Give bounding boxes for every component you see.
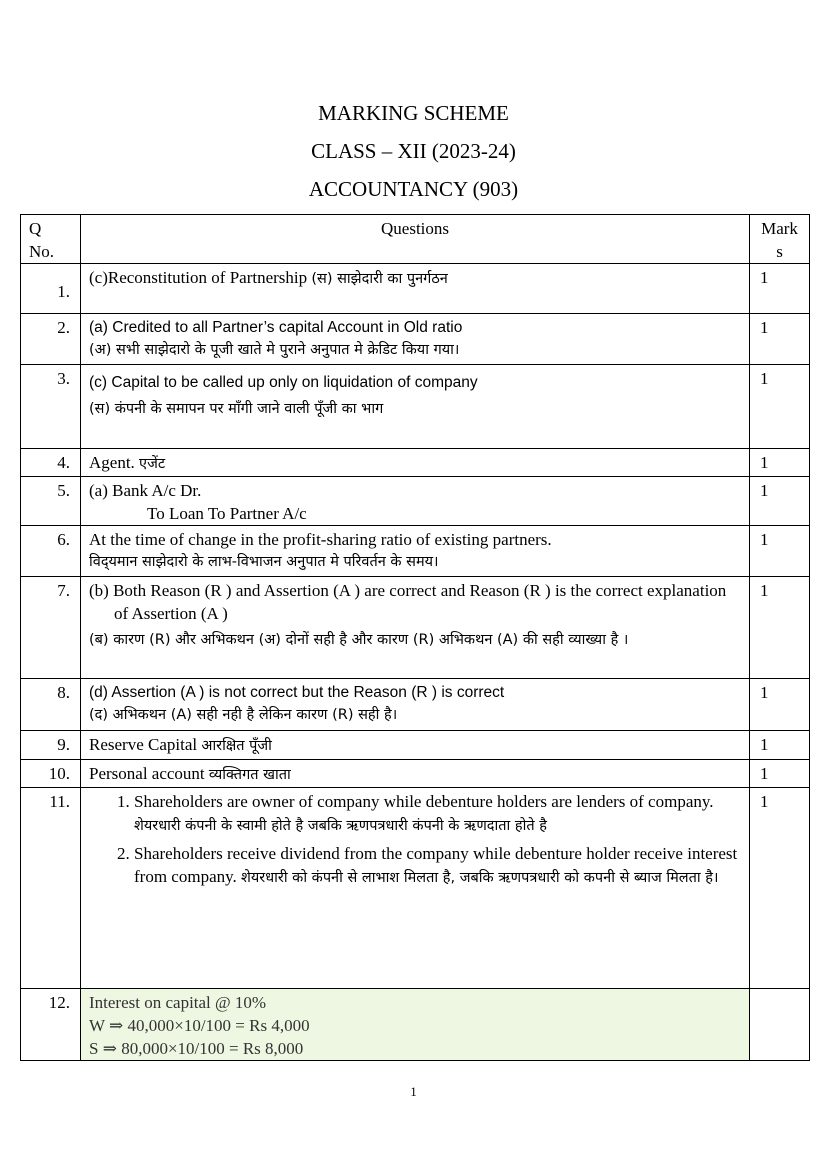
question-number: 2.: [21, 314, 81, 365]
page-number: 1: [410, 1084, 417, 1099]
question-number: 3.: [21, 365, 81, 449]
title-marking-scheme: MARKING SCHEME: [318, 101, 509, 125]
marks-cell: 1: [750, 577, 810, 679]
question-number: 1.: [21, 264, 81, 314]
answer-cell: (b) Both Reason (R ) and Assertion (A ) are correct and Reason (R ) is the correct explanation of Assertion (A ) (ब) कारण (R) और अभिकथन (अ) दोनों सही है और कारण (R) अभिकथन (A) की सही व्याख्या है ।: [81, 577, 750, 679]
table-row: [21, 314, 810, 365]
marks-cell: 1: [750, 314, 810, 365]
table-row: [21, 526, 810, 577]
table-row: [21, 577, 810, 679]
answer-cell: Reserve Capital आरक्षित पूँजी: [81, 731, 750, 760]
table-row: [21, 788, 810, 989]
marks-cell: 1: [750, 365, 810, 449]
answer-cell: (c) Capital to be called up only on liquidation of company (स) कंपनी के समापन पर माँगी जाने वाली पूँजी का भाग: [81, 365, 750, 449]
answer-list: [89, 790, 743, 890]
question-number: 12.: [21, 989, 81, 1061]
question-number: 7.: [21, 577, 81, 679]
marks-cell: 1: [750, 264, 810, 314]
marks-cell: 1: [750, 449, 810, 477]
question-number: 9.: [21, 731, 81, 760]
question-number: 10.: [21, 760, 81, 788]
table-row: [21, 449, 810, 477]
marks-cell: 1: [750, 760, 810, 788]
answer-cell: Personal account व्यक्तिगत खाता: [81, 760, 750, 788]
marks-cell: 1: [750, 477, 810, 526]
question-number: 11.: [21, 788, 81, 989]
table-row: [21, 731, 810, 760]
table-row: [21, 264, 810, 314]
table-row: [21, 365, 810, 449]
question-number: 4.: [21, 449, 81, 477]
document-header: [0, 100, 827, 214]
marks-cell: 1: [750, 679, 810, 731]
marking-scheme-table: [20, 214, 810, 1061]
marks-cell: [750, 989, 810, 1061]
answer-cell: (a) Credited to all Partner’s capital Account in Old ratio (अ) सभी साझेदारो के पूजी खाते मे पुराने अनुपात मे क्रेडिट किया गया।: [81, 314, 750, 365]
answer-cell: Interest on capital @ 10% W ⇒ 40,000×10/100 = Rs 4,000 S ⇒ 80,000×10/100 = Rs 8,000: [81, 989, 750, 1061]
title-subject: ACCOUNTANCY (903): [308, 177, 519, 201]
answer-cell: (c)Reconstitution of Partnership (स) साझेदारी का पुनर्गठन: [81, 264, 750, 314]
header-questions: Questions: [81, 215, 750, 264]
question-number: 6.: [21, 526, 81, 577]
marks-cell: 1: [750, 526, 810, 577]
question-number: 8.: [21, 679, 81, 731]
answer-cell: (a) Bank A/c Dr. To Loan To Partner A/c: [81, 477, 750, 526]
header-marks: Mark s: [750, 215, 810, 264]
list-item: 2. Shareholders receive dividend from the company while debenture holder receive interest from company. शेयरधारी को कंपनी से लाभाश मिलता है, जबकि ऋणपत्रधारी को कपनी से ब्याज मिलता है।: [134, 842, 743, 890]
header-qno: Q No.: [21, 215, 81, 264]
marks-cell: 1: [750, 788, 810, 989]
answer-cell: (d) Assertion (A ) is not correct but the Reason (R ) is correct (द) अभिकथन (A) सही नही है लेकिन कारण (R) सही है।: [81, 679, 750, 731]
table-row: [21, 477, 810, 526]
title-class: CLASS – XII (2023-24): [311, 139, 516, 163]
question-number: 5.: [21, 477, 81, 526]
list-item: 1. Shareholders are owner of company while debenture holders are lenders of company. शेयरधारी कंपनी के स्वामी होते है जबकि ऋणपत्रधारी कंपनी के ऋणदाता होते है: [134, 790, 743, 838]
table-row: [21, 679, 810, 731]
table-row: [21, 760, 810, 788]
table-row: [21, 989, 810, 1061]
answer-cell: Agent. एजेंट: [81, 449, 750, 477]
answer-cell: [81, 788, 750, 989]
table-header-row: [21, 215, 810, 264]
marks-cell: 1: [750, 731, 810, 760]
answer-cell: At the time of change in the profit-sharing ratio of existing partners. विद्‌यमान साझेदारो के लाभ-विभाजन अनुपात मे परिवर्तन के समय।: [81, 526, 750, 577]
